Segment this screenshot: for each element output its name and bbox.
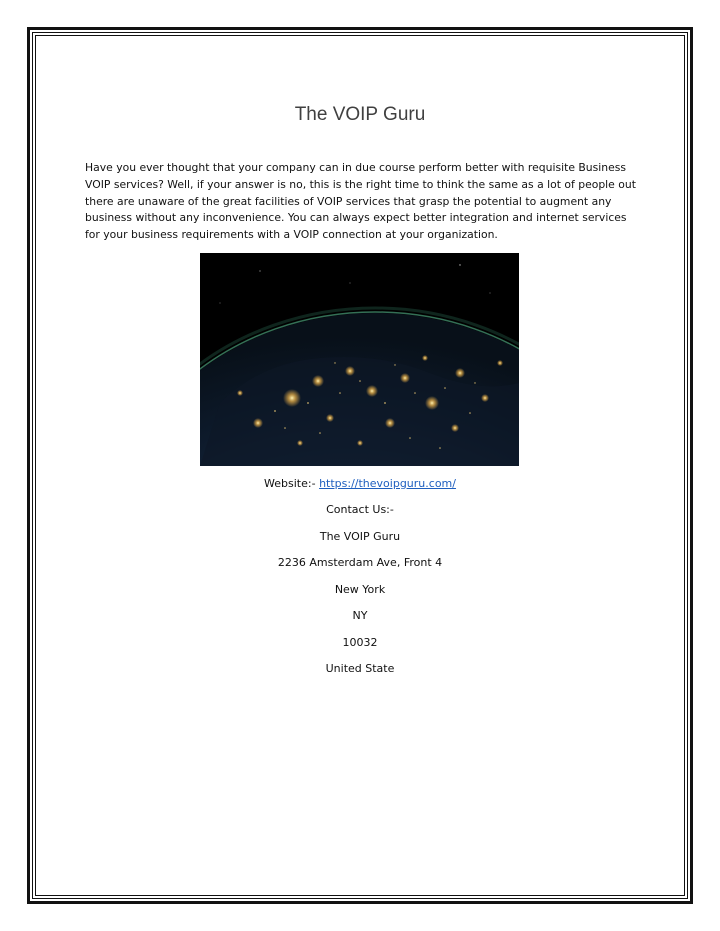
zip-code: 10032 [342,636,378,649]
intro-paragraph: Have you ever thought that your company can in due course perform better with requisite Business VOIP services? Well, if your answer is no, this is the right time to think the same as a lot of people out there are unaware of the great facilities of VOIP services that grasp the potential to augment any business without any inconvenience. You can always expect better integration and internet services for your business requirements with a VOIP connection at your organization. [85,161,636,242]
earth-night-photo [200,253,519,466]
country: United State [325,662,395,675]
website-label: Website:- [264,477,320,490]
contact-label: Contact Us:- [326,503,394,516]
street-address: 2236 Amsterdam Ave, Front 4 [277,556,443,569]
state: NY [352,609,368,622]
website-link[interactable]: https://thevoipguru.com/ [319,477,456,490]
document-title: The VOIP Guru [294,104,426,125]
city: New York [334,583,386,596]
website-line [0,477,720,490]
company-name: The VOIP Guru [319,530,401,543]
